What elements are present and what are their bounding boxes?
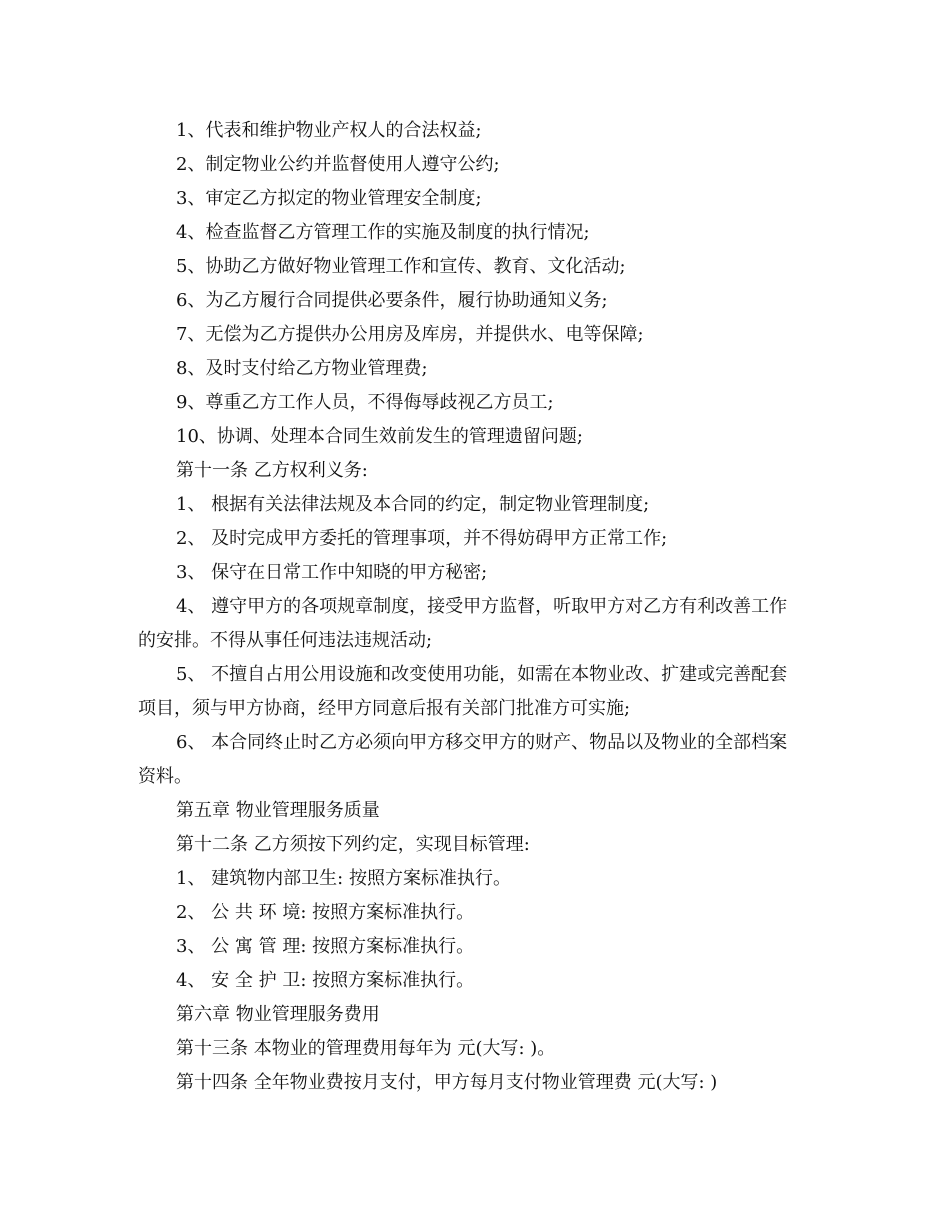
clause-line: 1、代表和维护物业产权人的合法权益; [176, 120, 482, 141]
clause-line: 6、 本合同终止时乙方必须向甲方移交甲方的财产、物品以及物业的全部档案 [176, 732, 788, 753]
article-line: 第十四条 全年物业费按月支付，甲方每月支付物业管理费 元(大写: ) [176, 1072, 718, 1093]
clause-line: 3、 公 寓 管 理: 按照方案标准执行。 [176, 936, 475, 957]
clause-line: 5、协助乙方做好物业管理工作和宣传、教育、文化活动; [176, 256, 626, 277]
clause-continuation: 项目，须与甲方协商，经甲方同意后报有关部门批准方可实施; [138, 698, 631, 719]
clause-line: 6、为乙方履行合同提供必要条件，履行协助通知义务; [176, 290, 608, 311]
article-heading: 第十一条 乙方权利义务: [176, 460, 368, 481]
clause-line: 1、 根据有关法律法规及本合同的约定，制定物业管理制度; [176, 494, 650, 515]
clause-line: 7、无偿为乙方提供办公用房及库房，并提供水、电等保障; [176, 324, 644, 345]
chapter-heading: 第六章 物业管理服务费用 [176, 1004, 380, 1025]
clause-line: 2、制定物业公约并监督使用人遵守公约; [176, 154, 500, 175]
chapter-heading: 第五章 物业管理服务质量 [176, 800, 380, 821]
clause-line: 5、 不擅自占用公用设施和改变使用功能，如需在本物业改、扩建或完善配套 [176, 664, 788, 685]
clause-line: 2、 及时完成甲方委托的管理事项，并不得妨碍甲方正常工作; [176, 528, 668, 549]
document-body [138, 114, 818, 1100]
clause-line: 9、尊重乙方工作人员，不得侮辱歧视乙方员工; [176, 392, 554, 413]
clause-line: 8、及时支付给乙方物业管理费; [176, 358, 428, 379]
article-line: 第十三条 本物业的管理费用每年为 元(大写: )。 [176, 1038, 556, 1059]
clause-line: 3、 保守在日常工作中知晓的甲方秘密; [176, 562, 488, 583]
clause-line: 4、检查监督乙方管理工作的实施及制度的执行情况; [176, 222, 590, 243]
clause-line: 1、 建筑物内部卫生: 按照方案标准执行。 [176, 868, 511, 889]
clause-line: 2、 公 共 环 境: 按照方案标准执行。 [176, 902, 475, 923]
clause-continuation: 的安排。不得从事任何违法违规活动; [138, 630, 433, 651]
clause-continuation: 资料。 [138, 766, 192, 787]
article-heading: 第十二条 乙方须按下列约定，实现目标管理: [176, 834, 530, 855]
clause-line: 3、审定乙方拟定的物业管理安全制度; [176, 188, 482, 209]
clause-line: 4、 安 全 护 卫: 按照方案标准执行。 [176, 970, 475, 991]
clause-line: 10、协调、处理本合同生效前发生的管理遗留问题; [176, 426, 583, 447]
clause-line: 4、 遵守甲方的各项规章制度，接受甲方监督，听取甲方对乙方有利改善工作 [176, 596, 788, 617]
